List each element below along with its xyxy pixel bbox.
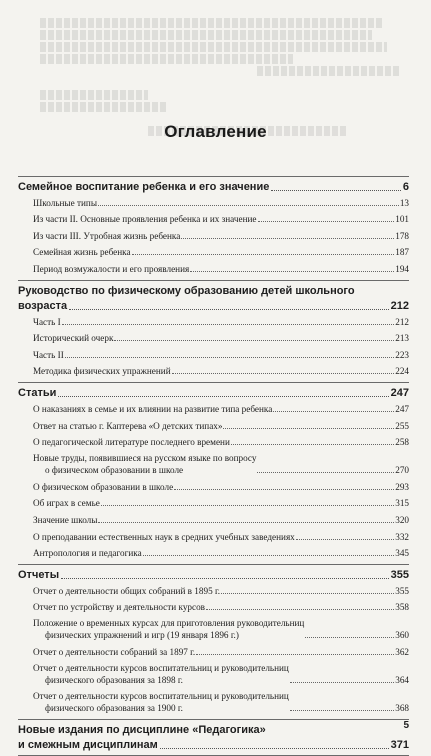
toc-entry[interactable]: [18, 582, 409, 599]
entry-title-line2: о физическом образовании в школе: [45, 465, 184, 476]
entry-title-line2: физических упражнений и игр (19 января 1896 г.): [45, 630, 239, 641]
toc-entry[interactable]: [18, 511, 409, 528]
dot-leader: [190, 271, 394, 272]
dot-leader: [62, 324, 395, 325]
entry-page: 247: [395, 403, 409, 414]
dot-leader: [206, 609, 394, 610]
entry-title-line1: Отчет о деятельности курсов воспитательниц и руководительниц: [33, 662, 289, 673]
bleed-through-text: [40, 18, 401, 136]
dot-leader: [65, 357, 394, 358]
entry-title-line2: физического образования за 1900 г.: [45, 702, 183, 713]
entry-title-line2: физического образования за 1898 г.: [45, 674, 183, 685]
entry-title: Отчет о деятельности общих собраний в 1895 г.: [33, 585, 220, 596]
entry-title: Об играх в семье: [33, 498, 100, 509]
toc-entry[interactable]: [18, 615, 409, 643]
dot-leader: [98, 205, 399, 206]
entry-title: О преподавании естественных наук в средних учебных заведениях: [33, 531, 295, 542]
section-page: 355: [390, 569, 409, 582]
entry-title: [33, 662, 289, 686]
toc-entry[interactable]: [18, 260, 409, 277]
section-title: Статьи: [18, 387, 57, 400]
dot-leader: [132, 254, 395, 255]
dot-leader: [290, 710, 394, 711]
entry-title: О физическом образовании в школе: [33, 481, 174, 492]
dot-leader: [114, 340, 394, 341]
entry-title: [33, 617, 304, 641]
entry-title: [33, 690, 289, 714]
entry-page: 213: [395, 333, 409, 344]
toc-entry[interactable]: [18, 450, 409, 478]
entry-page: 362: [395, 646, 409, 657]
entry-page: 358: [395, 602, 409, 613]
toc-entry[interactable]: [18, 227, 409, 244]
entry-page: 223: [395, 349, 409, 360]
section-page: 247: [390, 387, 409, 400]
toc-entry[interactable]: [18, 244, 409, 261]
section-heading[interactable]: [18, 567, 409, 582]
dot-leader: [221, 593, 394, 594]
section-page: 6: [402, 181, 409, 193]
entry-page: 364: [395, 674, 409, 685]
entry-page: 368: [395, 702, 409, 713]
entry-page: 13: [399, 197, 409, 208]
toc-entry[interactable]: [18, 545, 409, 562]
dot-leader: [231, 444, 394, 445]
toc-heading: Оглавление: [164, 122, 267, 141]
dot-leader: [271, 190, 401, 191]
page-number: 5: [403, 720, 409, 731]
section-heading-line[interactable]: [18, 283, 409, 298]
entry-title: Из части III. Утробная жизнь ребенка: [33, 230, 181, 241]
entry-title: Период возмужалости и его проявления: [33, 263, 190, 274]
entry-page: 224: [395, 366, 409, 377]
entry-page: 293: [395, 481, 409, 492]
toc-entry[interactable]: [18, 495, 409, 512]
dot-leader: [98, 522, 394, 523]
toc-entry[interactable]: [18, 599, 409, 616]
entry-page: 270: [395, 465, 409, 476]
entry-title: Семейная жизнь ребенка: [33, 247, 131, 258]
dot-leader: [143, 555, 395, 556]
entry-page: 187: [395, 247, 409, 258]
entry-title-line1: Положение о временных курсах для приготовления руководительниц: [33, 618, 305, 629]
section-title: Руководство по физическому образованию детей школьного: [18, 284, 355, 297]
toc-entry[interactable]: [18, 434, 409, 451]
dot-leader: [101, 505, 394, 506]
entry-title: Методика физических упражнений: [33, 366, 171, 377]
dot-leader: [69, 309, 389, 310]
entry-title: Отчет по устройству и деятельности курсов: [33, 602, 206, 613]
dot-leader: [257, 472, 394, 473]
section-page: 371: [390, 738, 409, 751]
section-title: Новые издания по дисциплине «Педагогика»: [18, 723, 266, 736]
entry-page: 320: [395, 514, 409, 525]
toc-entry[interactable]: [18, 528, 409, 545]
toc-entry[interactable]: [18, 660, 409, 688]
section-heading[interactable]: [18, 298, 409, 313]
toc-entry[interactable]: [18, 194, 409, 211]
entry-page: 178: [395, 230, 409, 241]
dot-leader: [181, 238, 394, 239]
toc-section: [18, 383, 409, 564]
entry-page: 355: [395, 585, 409, 596]
dot-leader: [58, 396, 388, 397]
section-title-continued: и смежным дисциплинам: [18, 738, 158, 751]
entry-title: Отчет о деятельности собраний за 1897 г.: [33, 646, 196, 657]
entry-title: Ответ на статью г. Каптерева «О детских типах»: [33, 420, 223, 431]
entry-title: Из части II. Основные проявления ребенка и их значение: [33, 214, 257, 225]
entry-title: Часть II: [33, 349, 64, 360]
entry-title: Антропология и педагогика: [33, 548, 142, 559]
section-title: Отчеты: [18, 569, 60, 582]
section-heading[interactable]: [18, 179, 409, 194]
entry-page: 315: [395, 498, 409, 509]
toc-section: [18, 565, 409, 719]
toc-entry[interactable]: [18, 688, 409, 716]
section-title-continued: возраста: [18, 299, 68, 312]
toc-entry[interactable]: [18, 346, 409, 363]
dot-leader: [258, 221, 395, 222]
entry-title: Часть I: [33, 316, 61, 327]
dot-leader: [160, 748, 389, 749]
table-of-contents: [18, 176, 409, 756]
dot-leader: [273, 411, 394, 412]
entry-page: 345: [395, 548, 409, 559]
dot-leader: [223, 428, 394, 429]
entry-title-line1: Отчет о деятельности курсов воспитательниц и руководительниц: [33, 690, 289, 701]
toc-entry[interactable]: [18, 643, 409, 660]
toc-section: [18, 177, 409, 280]
toc-entry[interactable]: [18, 478, 409, 495]
entry-page: 194: [395, 263, 409, 274]
entry-page: 258: [395, 437, 409, 448]
dot-leader: [305, 637, 394, 638]
entry-title: [33, 452, 256, 476]
section-title: Семейное воспитание ребенка и его значение: [18, 181, 270, 193]
toc-entry[interactable]: [18, 313, 409, 330]
dot-leader: [196, 654, 394, 655]
section-heading[interactable]: [18, 385, 409, 400]
entry-title: Школьные типы: [33, 197, 97, 208]
entry-page: 332: [395, 531, 409, 542]
entry-title: Значение школы: [33, 514, 98, 525]
entry-page: 255: [395, 420, 409, 431]
dot-leader: [172, 373, 395, 374]
toc-entry[interactable]: [18, 400, 409, 417]
entry-title: О педагогической литературе последнего времени: [33, 437, 230, 448]
entry-page: 101: [395, 214, 409, 225]
dot-leader: [174, 489, 394, 490]
dot-leader: [290, 682, 394, 683]
entry-title-line1: Новые труды, появившиеся на русском языке по вопросу: [33, 453, 257, 464]
entry-page: 212: [395, 316, 409, 327]
toc-entry[interactable]: [18, 363, 409, 380]
toc-section: [18, 281, 409, 382]
toc-entry[interactable]: [18, 211, 409, 228]
toc-entry[interactable]: [18, 417, 409, 434]
entry-title: О наказаниях в семье и их влиянии на развитие типа ребенка: [33, 403, 273, 414]
entry-page: 360: [395, 630, 409, 641]
section-page: 212: [390, 299, 409, 312]
toc-entry[interactable]: [18, 330, 409, 347]
dot-leader: [296, 539, 394, 540]
entry-title: Исторический очерк: [33, 333, 114, 344]
dot-leader: [61, 578, 389, 579]
section-heading-line[interactable]: [18, 722, 409, 737]
